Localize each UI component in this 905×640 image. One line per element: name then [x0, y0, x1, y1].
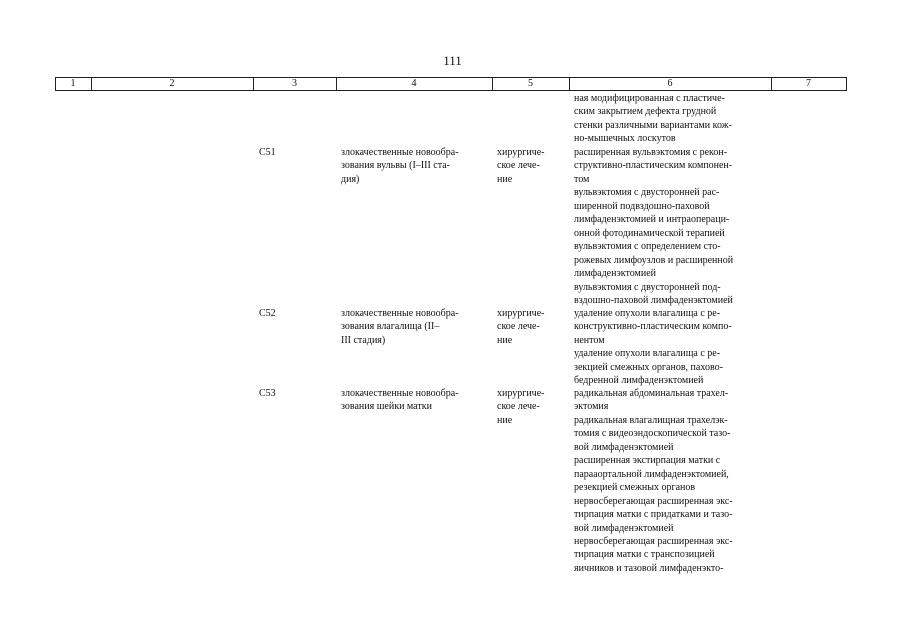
text-line: тирпация матки с придатками и тазо-: [574, 509, 733, 521]
text-line: вздошно-паховой лимфаденэктомией: [574, 294, 733, 306]
text-line: радикальная влагалищная трахелэк-: [574, 414, 728, 426]
text-line: томия с видеоэндоскопической тазо-: [574, 428, 731, 440]
text-line: ние: [497, 414, 513, 426]
text-line: вульвэктомия с двусторонней под-: [574, 281, 721, 293]
text-line: ная модифицированная с пластиче-: [574, 93, 725, 104]
diagnosis-cell: [341, 307, 487, 347]
text-line: злокачественные новообра-: [341, 147, 459, 158]
text-line: расширенная вульвэктомия с рекон-: [574, 147, 728, 158]
diagnosis-cell: [341, 387, 487, 414]
text-line: рожевых лимфоузлов и расширенной: [574, 254, 734, 266]
text-line: тирпация матки с транспозицией: [574, 549, 715, 561]
text-line: ние: [497, 334, 513, 346]
text-line: конструктивно-пластическим компо-: [574, 321, 732, 333]
column-header-5: 5: [528, 78, 533, 89]
page-number: 111: [443, 53, 462, 68]
text-line: лимфаденэктомией и интраопераци-: [574, 214, 730, 226]
text-line: ское лече-: [497, 321, 540, 333]
treatment-cell: [497, 387, 563, 427]
text-line: удаление опухоли влагалища с ре-: [574, 348, 721, 360]
text-line: зования влагалища (II–: [341, 321, 440, 333]
icd-code: C52: [259, 308, 276, 319]
text-line: злокачественные новообра-: [341, 308, 459, 319]
text-line: том: [574, 173, 590, 185]
text-line: хирургиче-: [497, 147, 545, 158]
text-line: нервосберегающая расширенная экс-: [574, 495, 733, 507]
text-line: эктомия: [574, 401, 609, 413]
text-line: лимфаденэктомией: [574, 268, 657, 280]
text-line: радикальная абдоминальная трахел-: [574, 388, 729, 399]
column-header-2: 2: [169, 78, 175, 89]
icd-code: C53: [259, 388, 276, 399]
text-line: ское лече-: [497, 160, 540, 172]
column-header-4: 4: [411, 78, 417, 89]
column-header-7: 7: [806, 78, 811, 89]
text-line: зования вульвы (I–III ста-: [341, 160, 451, 172]
text-line: бедренной лимфаденэктомией: [574, 375, 704, 387]
diagnosis-cell: [341, 146, 487, 186]
text-line: парааортальной лимфаденэктомией,: [574, 468, 729, 480]
text-line: ние: [497, 173, 513, 185]
text-line: стенки различными вариантами кож-: [574, 119, 732, 131]
header-bottom-rule: [55, 90, 847, 91]
text-line: ширенной подвздошно-паховой: [574, 200, 710, 212]
text-line: хирургиче-: [497, 388, 545, 399]
text-line: но-мышечных лоскутов: [574, 133, 676, 145]
text-line: вой лимфаденэктомией: [574, 441, 674, 453]
text-line: зования шейки матки: [341, 401, 432, 413]
method-cell: [574, 146, 766, 307]
method-cell: [574, 307, 766, 388]
text-line: вой лимфаденэктомией: [574, 522, 674, 534]
text-line: резекцией смежных органов: [574, 482, 696, 494]
text-line: яичников и тазовой лимфаденэкто-: [574, 562, 724, 574]
icd-code: C51: [259, 147, 276, 158]
text-line: вульвэктомия с определением сто-: [574, 241, 721, 253]
text-line: хирургиче-: [497, 308, 545, 319]
column-divider: [846, 77, 847, 90]
text-line: удаление опухоли влагалища с ре-: [574, 308, 721, 319]
text-line: нентом: [574, 334, 605, 346]
text-line: онной фотодинамической терапией: [574, 227, 725, 239]
column-header-6: 6: [667, 78, 673, 89]
column-header-1: 1: [70, 78, 76, 89]
text-line: вульвэктомия с двусторонней рас-: [574, 187, 720, 199]
text-line: дия): [341, 173, 360, 185]
treatment-cell: [497, 307, 563, 347]
text-line: злокачественные новообра-: [341, 388, 459, 399]
treatment-cell: [497, 146, 563, 186]
column-header-3: 3: [292, 78, 297, 89]
text-line: III стадия): [341, 334, 386, 346]
method-cell: [574, 387, 766, 575]
text-line: нервосберегающая расширенная экс-: [574, 535, 733, 547]
continuation-text: [574, 92, 766, 146]
text-line: ским закрытием дефекта грудной: [574, 106, 717, 118]
text-line: расширенная экстирпация матки с: [574, 455, 721, 467]
text-line: структивно-пластическим компонен-: [574, 160, 733, 172]
text-line: ское лече-: [497, 401, 540, 413]
text-line: зекцией смежных органов, пахово-: [574, 361, 723, 373]
